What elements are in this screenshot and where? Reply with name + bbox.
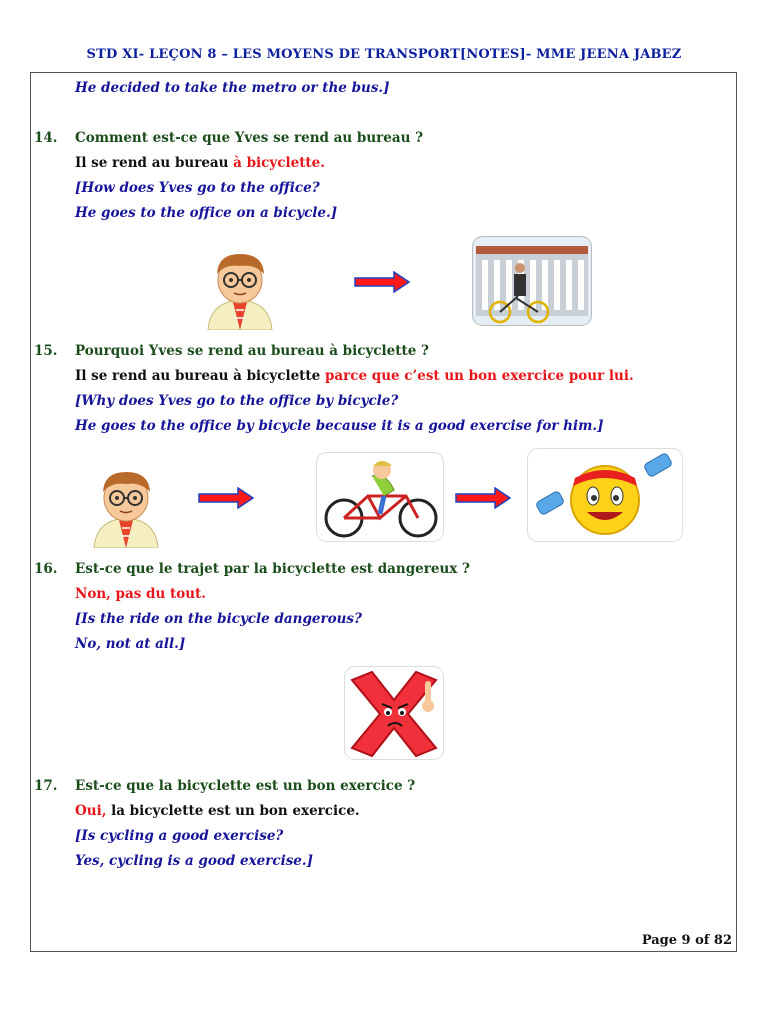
cyclist-illustration bbox=[316, 452, 444, 542]
item-16-english-question: [Is the ride on the bicycle dangerous? bbox=[75, 611, 362, 627]
item-17-english-answer: Yes, cycling is a good exercise.] bbox=[75, 853, 313, 869]
arrow-right-icon bbox=[354, 271, 410, 293]
item-15-number: 15. bbox=[34, 343, 58, 359]
boy-with-glasses-illustration-2 bbox=[82, 468, 170, 548]
item-14-answer: Il se rend au bureau à bicyclette. bbox=[75, 155, 325, 171]
item-15-english-answer: He goes to the office by bicycle because it is a good exercise for him.] bbox=[75, 418, 604, 434]
page-header: STD XI- LEÇON 8 – LES MOYENS DE TRANSPORT[NOTES]- MME JEENA JABEZ bbox=[86, 47, 682, 62]
item-14-english-answer: He goes to the office on a bicycle.] bbox=[75, 205, 338, 221]
item-14-english-question: [How does Yves go to the office? bbox=[75, 180, 320, 196]
page-number: Page 9 of 82 bbox=[641, 933, 732, 948]
smiley-lifting-dumbbells-illustration bbox=[527, 448, 683, 542]
item-17-number: 17. bbox=[34, 778, 58, 794]
item-17-answer: Oui, la bicyclette est un bon exercice. bbox=[75, 803, 360, 819]
item-16-number: 16. bbox=[34, 561, 58, 577]
item-14-question: Comment est-ce que Yves se rend au bureau ? bbox=[75, 130, 424, 146]
item-17-english-question: [Is cycling a good exercise? bbox=[75, 828, 284, 844]
arrow-right-icon-2 bbox=[198, 487, 254, 509]
item-15-question: Pourquoi Yves se rend au bureau à bicyclette ? bbox=[75, 343, 429, 359]
intro-english: He decided to take the metro or the bus.] bbox=[75, 80, 390, 96]
item-15-english-question: [Why does Yves go to the office by bicycle? bbox=[75, 393, 399, 409]
arrow-right-icon-3 bbox=[455, 487, 511, 509]
item-16-question: Est-ce que le trajet par la bicyclette est dangereux ? bbox=[75, 561, 470, 577]
item-15-answer: Il se rend au bureau à bicyclette parce que c’est un bon exercice pour lui. bbox=[75, 368, 634, 384]
item-16-english-answer: No, not at all.] bbox=[75, 636, 186, 652]
item-17-question: Est-ce que la bicyclette est un bon exercice ? bbox=[75, 778, 416, 794]
item-14-number: 14. bbox=[34, 130, 58, 146]
man-cycling-to-office-photo bbox=[472, 236, 592, 326]
boy-with-glasses-illustration bbox=[200, 250, 280, 330]
item-16-answer: Non, pas du tout. bbox=[75, 586, 206, 602]
angry-red-x-illustration bbox=[344, 666, 444, 760]
